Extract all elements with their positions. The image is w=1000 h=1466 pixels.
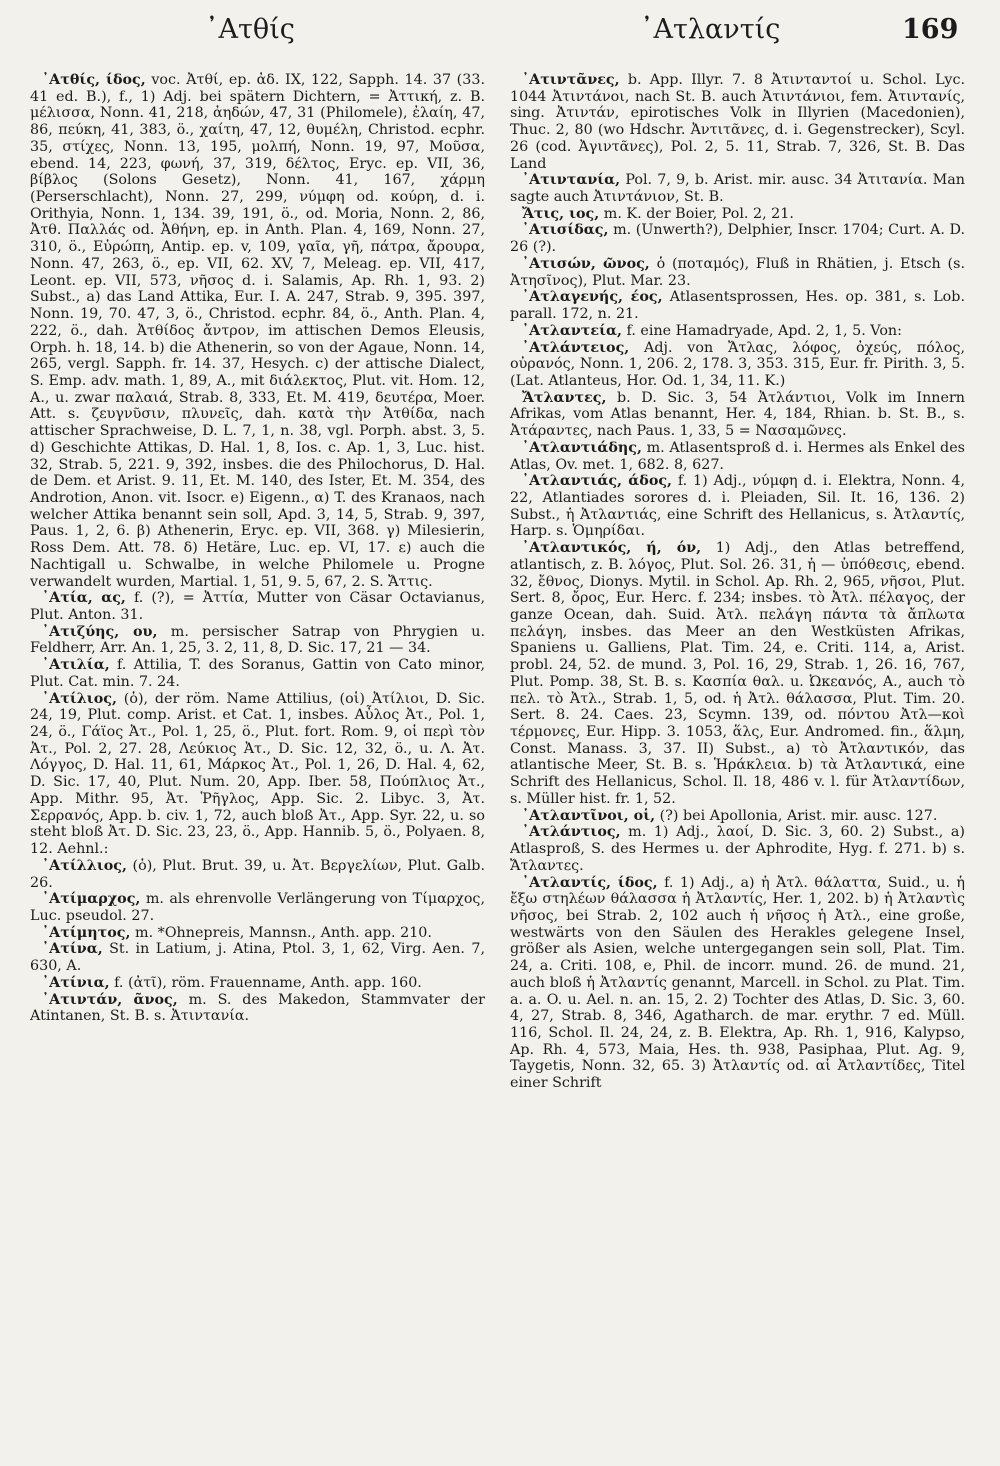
entry-text: f. Attilia, T. des Soranus, Gattin von Cato minor, Plut. Cat. min. 7. 24.	[30, 657, 485, 690]
entry-text: m. S. des Makedon, Stammvater der Atintanen, St. B. s. Ἀτιντανία.	[30, 991, 485, 1025]
entry-headword: Ἄτλαντες,	[522, 389, 607, 406]
entry-headword: Ἄτις, ιος,	[522, 205, 600, 222]
dictionary-entry	[30, 72, 485, 590]
entry-text: Adj. von Ἄτλας, λόφος, ὀχεύς, πόλος, οὐρανός, Nonn. 1, 206. 2, 178. 3, 353. 315, Eur. fr. Pirith. 3, 5. (Lat. Atlanteus, Hor. Od. 1, 34, 11. K.)	[510, 339, 965, 389]
entry-text: Pol. 7, 9, b. Arist. mir. ausc. 34 Ἀτιτανία. Man sagte auch Ἀτιντάνιον, St. B.	[510, 172, 965, 206]
dictionary-entry	[510, 323, 965, 340]
entry-headword: ᾿Ατιντανία,	[522, 172, 621, 189]
page-number: 169	[902, 14, 959, 45]
right-column	[510, 72, 965, 1457]
dictionary-entry	[510, 340, 965, 390]
entry-text: m. K. der Boier, Pol. 2, 21.	[599, 205, 794, 222]
running-head-left: ᾿Ατθίς	[205, 14, 295, 45]
dictionary-entry	[510, 222, 965, 255]
entry-headword: ᾿Ατίμητος,	[42, 924, 131, 941]
dictionary-entry	[510, 206, 965, 223]
entry-text: m. 1) Adj., λαοί, D. Sic. 3, 60. 2) Subst., a) Atlasproß, S. des Hermes u. der Aphrodite, Hyg. f. 271. b) s. Ἄτλαντες.	[510, 824, 965, 874]
entry-text: m. *Ohnepreis, Mannsn., Anth. app. 210.	[130, 924, 432, 941]
dictionary-entry	[30, 891, 485, 924]
entry-text: 1) Adj., den Atlas betreffend, atlantisch, z. B. λόγος, Plut. Sol. 26. 31, ἡ — ὑπόθεσις, ebend. 32, ἔθνος, Dionys. Mytil. in Schol. Ap. Rh. 2, 965, νῆσοι, Plut. Sert. 8, ὄρος, Eur. Herc. f. 234; insbes. τὸ Ἀτλ. πέλαγος, der ganze Ocean, dah. Suid. Ἀτλ. πελάγη πάντα τὰ ἄπλωτα πελάγη, insbes. das Meer an den Westküsten Afrikas, Spaniens u. Galliens, Plat. Tim. 24, e. Criti. 114, a, Arist. probl. 24, 52. de mund. 3, Pol. 16, 29, Strab. 1, 26. 16, 767, Plut. Pomp. 38, St. B. s. Κασπία θαλ. u. Ὠκεανός, A., auch τὸ πελ. τὸ Ἀτλ., Strab. 1, 5, od. ἡ Ἀτλ. θάλασσα, Plut. Tim. 20. Sert. 8. 24. Caes. 23, Scymn. 139, od. πόντου Ἀτλ—κοὶ τέρμονες, Eur. Hipp. 3. 1053, ἅλς, Eur. Andromed. fin., ἅλμη, Const. Manass. 3, 37. II) Subst., a) τὸ Ἀτλαντικόν, das atlantische Meer, St. B. s. Ἡράκλεια. b) τὰ Ἀτλαντικά, eine Schrift des Hellanicus, Schol. Il. 18, 486 v. l. für Ἀτλαντίδων, s. Müller hist. fr. 1, 52.	[510, 540, 965, 807]
dictionary-entry	[30, 590, 485, 623]
dictionary-entry	[510, 540, 965, 808]
running-head	[0, 14, 1000, 54]
entry-headword: ᾿Ατίλλιος,	[42, 857, 127, 874]
entry-headword: ᾿Ατθίς, ίδος,	[42, 72, 146, 88]
dictionary-entry	[510, 172, 965, 205]
dictionary-entry	[510, 289, 965, 322]
entry-text: f. eine Hamadryade, Apd. 2, 1, 5. Von:	[622, 322, 902, 339]
entry-headword: ᾿Ατιλία,	[42, 657, 110, 674]
dictionary-entry	[510, 440, 965, 473]
entry-text: (ὁ), Plut. Brut. 39, u. Ἀτ. Βεργελίων, Plut. Galb. 26.	[30, 857, 485, 891]
entry-text: m. Atlasentsproß d. i. Hermes als Enkel des Atlas, Ov. met. 1, 682. 8, 627.	[510, 439, 965, 473]
entry-headword: ᾿Ατλαντιάς, άδος,	[522, 473, 673, 490]
entry-headword: ᾿Ατία, ας,	[42, 590, 126, 607]
entry-text: m. (Unwerth?), Delphier, Inscr. 1704; Curt. A. D. 26 (?).	[510, 222, 965, 256]
entry-headword: ᾿Ατιζύης, ου,	[42, 623, 158, 640]
dictionary-entry	[30, 858, 485, 891]
dictionary-entry	[30, 975, 485, 992]
dictionary-entry	[510, 256, 965, 289]
dictionary-entry	[30, 925, 485, 942]
entry-text: voc. Ἀτθί, ep. ἀδ. IX, 122, Sapph. 14. 37 (33. 41 ed. B.), f., 1) Adj. bei spätern Dichtern, = Ἀττική, z. B. μέλισσα, Nonn. 41, 218, ἀηδών, 47, 31 (Philomele), ἐλαίη, 47, 86, πεύκη, 41, 383, ö., χαίτη, 47, 12, θυμέλη, Christod. ecphr. 35, στίχες, Nonn. 13, 195, μολπή, Nonn. 19, 97, Μοῦσα, ebend. 14, 223, φωνή, 37, 319, δέλτος, Eryc. ep. VII, 36, βίβλος (Solons Gesetz), Nonn. 41, 167, χάρμη (Perserschlacht), Nonn. 27, 299, νύμφη od. κούρη, d. i. Orithyia, Nonn. 1, 134. 39, 191, ö., od. Moria, Nonn. 2, 86, Ἀτθ. Παλλάς od. Ἀθήνη, ep. in Anth. Plan. 4, 169, Nonn. 27, 310, ö., Εὐρώπη, Antip. ep. v, 109, γαῖα, γῆ, πάτρα, ἄρουρα, Nonn. 47, 263, ö., ep. VII, 62. XV, 7, Meleag. ep. VII, 417, Leont. ep. VII, 573, νῆσος d. i. Salamis, Ap. Rh. 1, 93. 2) Subst., a) das Land Attika, Eur. I. A. 247, Strab. 9, 395. 397, Nonn. 19, 70. 47, 3, ö., Christod. ecphr. 84, ö., Anth. Plan. 4, 222, ö., dah. Ἀτθίδος ἄντρον, im attischen Demos Eleusis, Orph. h. 18, 14. b) die Athenerin, so von der Agaue, Nonn. 14, 265, vergl. Sapph. fr. 14. 37, Hesych. c) der attische Dialect, S. Emp. adv. math. 1, 89, A., mit διάλεκτος, Plut. vit. Hom. 12, A., u. zwar παλαιά, Strab. 8, 333, Et. M. 419, δευτέρα, Moer. Att. s. ζευγνῦσιν, πλυνεῖς, dah. κατὰ τὴν Ἀτθίδα, nach attischer Sprachweise, D. L. 7, 1, n. 38, vgl. Porph. abst. 3, 5. d) Geschichte Attikas, D. Hal. 1, 8, Ios. c. Ap. 1, 3, Luc. hist. 32, Strab. 5, 221. 9, 392, insbes. die des Philochorus, D. Hal. de Dem. et Arist. 9. 11, Et. M. 140, des Ister, Et. M. 354, des Androtion, Anon. vit. Isocr. e) Eigenn., α) T. des Kranaos, nach welcher Attika benannt sein soll, Apd. 3, 14, 5, Strab. 9, 397, Paus. 1, 2, 6. β) Athenerin, Eryc. ep. VII, 368. γ) Milesierin, Ross Dem. Att. 78. δ) Hetäre, Luc. ep. VI, 17. ε) auch die Nachtigall u. Schwalbe, in welche Philomele u. Progne verwandelt wurden, Martial. 1, 51, 9. 5, 67, 2. S. Ἄττις.	[30, 72, 485, 590]
entry-headword: ᾿Ατιντάν, ᾶνος,	[42, 991, 178, 1008]
dictionary-entry	[30, 624, 485, 657]
entry-headword: ᾿Ατλαντῖνοι, οἱ,	[522, 807, 656, 824]
dictionary-entry	[30, 941, 485, 974]
dictionary-entry	[30, 992, 485, 1025]
entry-text: m. als ehrenvolle Verlängerung von Τίμαρχος, Luc. pseudol. 27.	[30, 891, 485, 924]
entry-headword: ᾿Ατλαντικός, ή, όν,	[522, 540, 702, 557]
dictionary-entry	[510, 390, 965, 440]
entry-headword: ᾿Ατισίδας,	[522, 222, 609, 239]
entry-text: f. (?), = Ἀττία, Mutter von Cäsar Octavianus, Plut. Anton. 31.	[30, 590, 485, 623]
entry-headword: ᾿Ατλαγενής, έος,	[522, 289, 663, 306]
entry-text: f. 1) Adj., a) ἡ Ἀτλ. θάλαττα, Suid., u. ἡ ἔξω στηλέων θάλασσα ἡ Ἀτλαντίς, Her. 1, 202. b) ἡ Ἀτλαντὶς νῆσος, bei Strab. 2, 102 auch ἡ νῆσος ἡ Ἀτλ., eine große, westwärts von den Säulen des Herakles gelegene Insel, größer als Asien, welche untergegangen sein soll, Plat. Tim. 24, a. Criti. 108, e, Phil. de incorr. mund. 26. de mund. 21, auch bloß ἡ Ἀτλαντίς genannt, Marcell. in Schol. zu Plat. Tim. a. a. O. u. Ael. n. an. 15, 2. 2) Tochter des Atlas, D. Sic. 3, 60. 4, 27, Strab. 8, 346, Agatharch. de mar. erythr. 7 ed. Müll. 116, Schol. Il. 24, 24, z. B. Elektra, Ap. Rh. 1, 916, Kalypso, Ap. Rh. 4, 573, Maia, Hes. th. 938, Pasiphaa, Plut. Ag. 9, Taygetis, Nonn. 32, 65. 3) Ἀτλαντίς od. αἱ Ἀτλαντίδες, Titel einer Schrift	[510, 874, 965, 1092]
entry-headword: ᾿Ατλαντιάδης,	[522, 439, 642, 456]
running-head-right: ᾿Ατλαντίς	[640, 14, 781, 45]
entry-text: f. (ἀτῖ), röm. Frauenname, Anth. app. 160.	[109, 974, 422, 991]
entry-text: m. persischer Satrap von Phrygien u. Feldherr, Arr. An. 1, 25, 3. 2, 11, 8, D. Sic. 17, 21 — 34.	[30, 623, 485, 657]
entry-headword: ᾿Ατλάντειος,	[522, 339, 630, 356]
entry-headword: ᾿Ατλαντίς, ίδος,	[522, 874, 658, 891]
entry-text: St. in Latium, j. Atina, Ptol. 3, 1, 62, Virg. Aen. 7, 630, A.	[30, 941, 485, 975]
dictionary-entry	[510, 473, 965, 540]
entry-text: b. App. Illyr. 7. 8 Ἀτινταντοί u. Schol. Lyc. 1044 Ἀτιντάνοι, nach St. B. auch Ἀτιντάνιοι, fem. Ἀτιντανίς, sing. Ἀτιντάν, epirotisches Volk in Illyrien (Macedonien), Thuc. 2, 80 (wo Hdschr. Ἀντιτᾶνες, d. i. Gegenstrecker), Scyl. 26 (cod. Ἀγιντᾶνες), Pol. 2, 5. 11, Strab. 7, 326, St. B. Das Land	[510, 72, 965, 172]
entry-headword: ᾿Ατισών, ῶνος,	[522, 255, 650, 272]
entry-headword: ᾿Ατίνα,	[42, 941, 103, 958]
entry-text: (ὁ), der röm. Name Attilius, (οἱ) Ἀτίλιοι, D. Sic. 24, 19, Plut. comp. Arist. et Cat. 1, insbes. Αὖλος Ἀτ., Pol. 1, 24, ö., Γάϊος Ἀτ., Pol. 1, 25, ö., Plut. fort. Rom. 9, οἱ περὶ τὸν Ἀτ., Pol. 2, 27. 28, Λεύκιος Ἀτ., D. Sic. 12, 32, ö., u. Λ. Ἀτ. Λόγγος, D. Hal. 11, 61, Μάρκος Ἀτ., Pol. 1, 26, D. Hal. 4, 62, D. Sic. 17, 40, Plut. Num. 20, App. Iber. 58, Πούπλιος Ἀτ., App. Mithr. 95, Ἀτ. Ῥῆγλος, App. Sic. 2. Libyc. 3, Ἀτ. Σερρανός, App. b. civ. 1, 72, auch bloß Ἀτ., App. Syr. 22, u. so steht bloß Ἀτ. D. Sic. 23, 23, ö., App. Hannib. 5, ö., Polyaen. 8, 12. Aehnl.:	[30, 690, 485, 858]
entry-headword: ᾿Ατίμαρχος,	[42, 891, 141, 908]
entry-headword: ᾿Ατλάντιος,	[522, 824, 621, 841]
dictionary-entry	[510, 875, 965, 1092]
entry-headword: ᾿Ατίλιος,	[42, 690, 117, 707]
entry-text: b. D. Sic. 3, 54 Ἀτλάντιοι, Volk im Innern Afrikas, vom Atlas benannt, Her. 4, 184, Rhian. b. St. B., s. Ἀτάραντες, nach Paus. 1, 33, 5 = Νασαμῶνες.	[510, 389, 965, 440]
entry-headword: ᾿Ατλαντεία,	[522, 322, 623, 339]
entry-text: f. 1) Adj., νύμφη d. i. Elektra, Nonn. 4, 22, Atlantiades sorores d. i. Pleiaden, Sil. It. 16, 136. 2) Subst., ἡ Ἀτλαντιάς, eine Schrift des Hellanicus, s. Ἀτλαντίς, Harp. s. Ὁμηρίδαι.	[510, 473, 965, 540]
dictionary-entry	[30, 657, 485, 690]
entry-headword: ᾿Ατιντᾶνες,	[522, 72, 620, 88]
dictionary-entry	[30, 691, 485, 858]
left-column	[30, 72, 485, 1457]
entry-text: (?) bei Apollonia, Arist. mir. ausc. 127.	[655, 807, 938, 824]
entry-headword: ᾿Ατίνια,	[42, 974, 110, 991]
dictionary-entry	[510, 72, 965, 172]
entry-text: Atlasentsprossen, Hes. op. 381, s. Lob. parall. 172, n. 21.	[510, 289, 965, 323]
dictionary-entry	[510, 824, 965, 874]
dictionary-entry	[510, 808, 965, 825]
entry-text: ὁ (ποταμός), Fluß in Rhätien, j. Etsch (s. Ἀτησῖνος), Plut. Mar. 23.	[510, 255, 965, 289]
